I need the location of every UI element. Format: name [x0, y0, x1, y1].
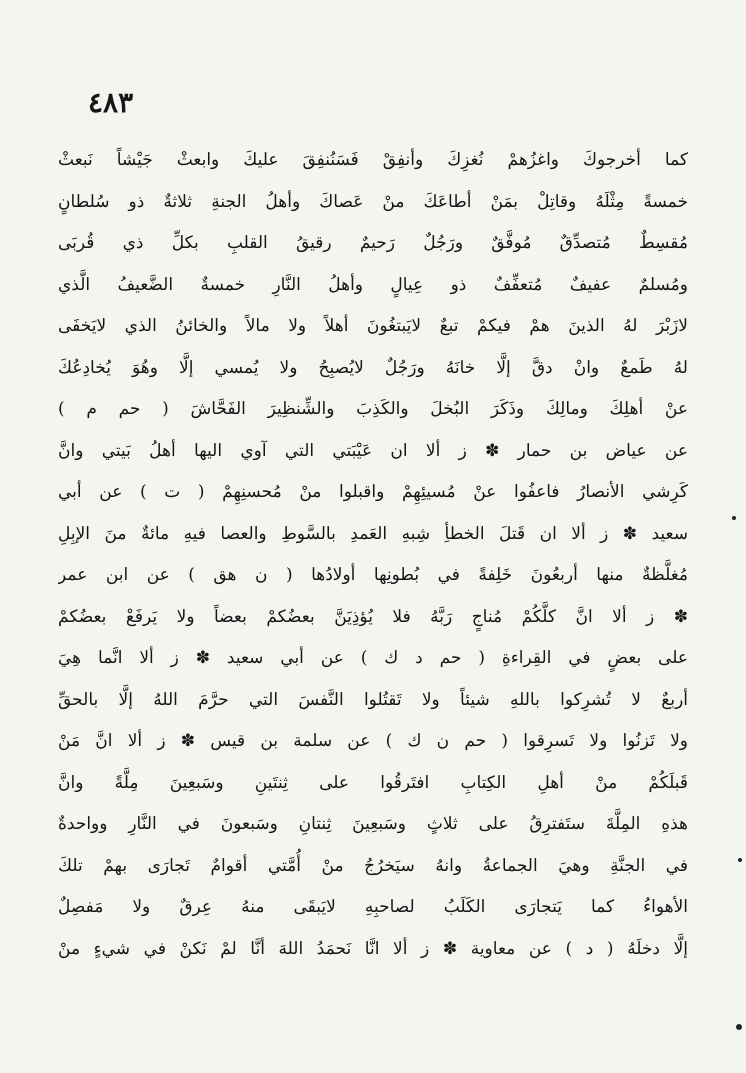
- text-line: أربعٌ لا تُشرِكوا باللهِ شيئاً ولا تَقتُلوا النَّفسَ التي حرَّمَ اللهُ إلَّا بالحقِّ: [58, 689, 688, 710]
- text-line: ولا تَزنُوا ولا تَسرِقوا ( حم ن ك ) عن سلمة بن قيس ✽ ز ألا انَّ مَنْ: [58, 731, 688, 751]
- text-line: ✽ ز ألا انَّ كلَّكُمْ مُناجٍ رَبَّهُ فلا يُؤذِيَنَّ بعضُكمْ بعضاً ولا يَرفَعْ بعضُكمْ: [58, 606, 688, 627]
- text-line: على بعضٍ في القِراءةِ ( حم د ك ) عن أبي سعيد ✽ ز ألا انَّما هِيَ: [58, 648, 688, 668]
- text-line: عنْ أهلِكَ ومالِكَ وذَكَرَ البُخلَ والكَذِبَ والشِّنظِيرَ الفَحَّاشَ ( حم م ): [58, 399, 688, 419]
- text-line: كَرِشي الأنصارُ فاعفُوا عنْ مُسيئِهِمْ واقبلوا منْ مُحسنِهِمْ ( ت ) عن أبي: [58, 482, 688, 502]
- text-line: كما أخرجوكَ واغزُهمْ نُغزِكَ وأنفِقْ فَسَنُنفِقَ عليكَ وابعثْ جَيْشاً نَبعثْ: [58, 150, 688, 170]
- text-line: لازَبْرَ لهُ الذينَ همْ فيكمْ تبعٌ لايَبتغُونَ أهلاً ولا مالاً والخائنُ الذي لايَخفَى: [58, 316, 688, 336]
- text-line: مُغلَّظةٌ منها أربعُونَ خَلِفةً في بُطونِها أولادُها ( ن هق ) عن ابن عمر: [58, 565, 688, 585]
- text-line: إلَّا دخلَهُ ( د ) عن معاوية ✽ ز ألا انَّا نَحمَدُ اللهَ أنَّا لمْ نَكنْ في شيءٍ منْ: [58, 938, 688, 959]
- text-line: عن عياض بن حمار ✽ ز ألا ان عَيْبَتي التي آوي اليها أهلُ بَيتي وانَّ: [58, 440, 688, 461]
- scan-speck: [732, 516, 736, 520]
- text-body: [58, 140, 688, 970]
- page-number: ٤٨٣: [88, 86, 134, 119]
- text-line: لهُ طَمعٌ وانْ دقَّ إلَّا خانَهُ ورَجُلٌ لايُصبِحُ ولا يُمسي إلَّا وهُوَ يُخادِعُكَ: [58, 357, 688, 378]
- text-line: قَبلَكُمْ منْ أهلِ الكِتابِ افتَرقُوا على ثِنتَينِ وسَبعِينَ مِلَّةً وانَّ: [58, 772, 688, 793]
- text-line: خمسةً مِثْلَهُ وقاتِلْ بمَنْ أطاعَكَ منْ عَصاكَ وأهلُ الجنةِ ثلاثةٌ ذو سُلطانٍ: [58, 191, 688, 212]
- text-line: سعيد ✽ ز ألا ان قَتلَ الخطأِ شِبهِ العَمدِ بالسَّوطِ والعصا فيهِ مائةٌ منَ الإبِلِ: [58, 523, 688, 544]
- text-line: الأهواءُ كما يَتجارَى الكَلَبُ لصاحبِهِ لايَبقَى منهُ عِرقٌ ولا مَفصِلٌ: [58, 897, 688, 917]
- text-line: هذهِ المِلَّةَ ستَفترِقُ على ثلاثٍ وسَبعِينَ ثِنتانِ وسَبعونَ في النَّارِ وواحدةٌ: [58, 814, 688, 834]
- text-line: ومُسلمٌ عفيفٌ مُتعفِّفٌ ذو عِيالٍ وأهلُ النَّارِ خمسةٌ الضَّعيفُ الَّذي: [58, 274, 688, 295]
- scan-speck: [736, 1024, 742, 1030]
- scan-speck: [738, 858, 742, 862]
- text-line: مُقسِطٌ مُتصدِّقٌ مُوفَّقٌ ورَجُلٌ رَحيمٌ رقيقُ القلبِ بكلِّ ذي قُربَى: [58, 233, 688, 253]
- text-line: في الجنَّةِ وهيَ الجماعةُ وانهُ سيَخرُجُ منْ أُمَّتي أقوامٌ تَجارَى بهمْ تلكَ: [58, 855, 688, 876]
